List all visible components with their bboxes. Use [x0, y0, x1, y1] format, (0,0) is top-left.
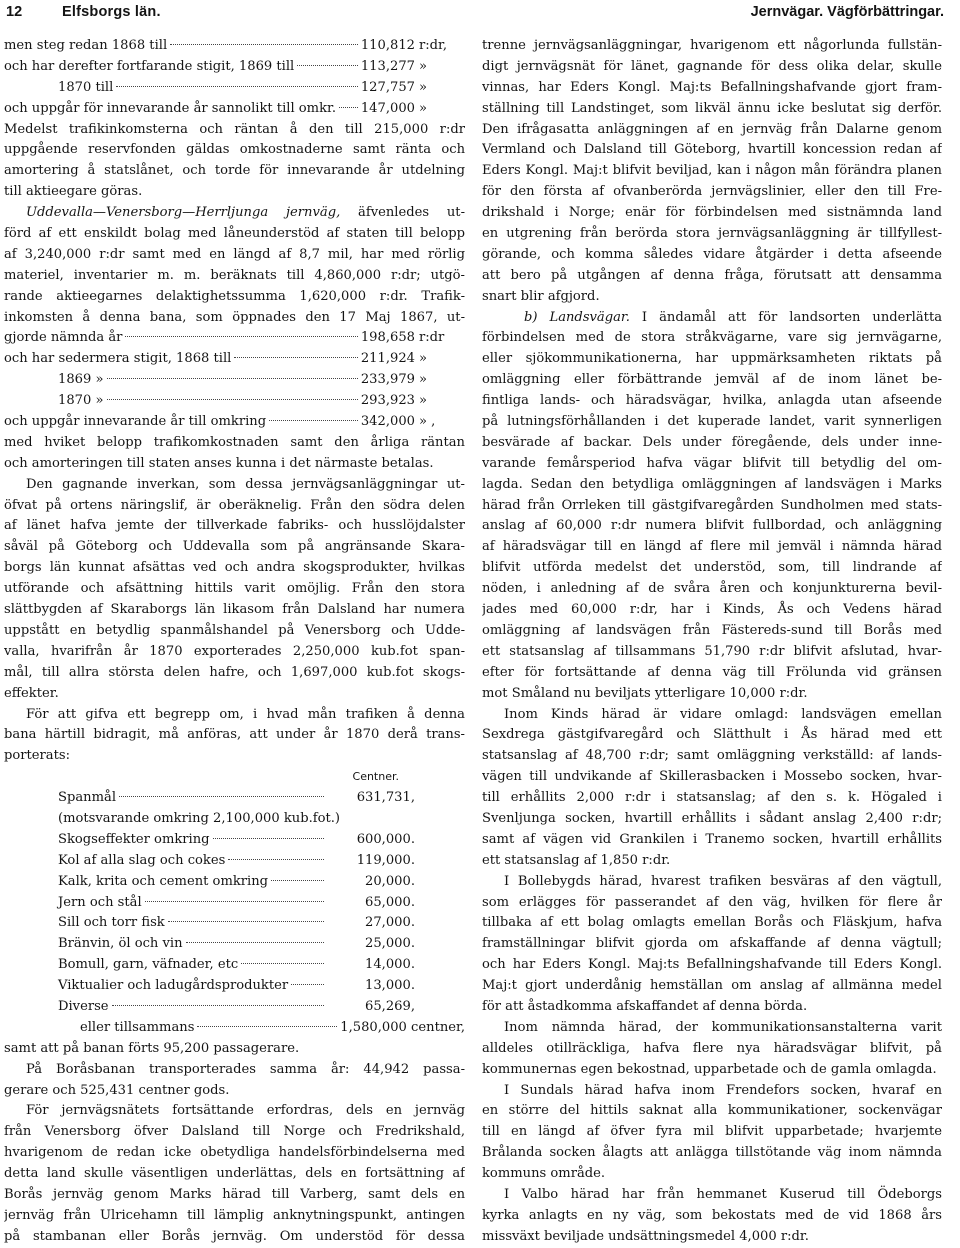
text-line: lagda. Sedan den betydliga omläggningen af landsvägen i Marks: [482, 476, 942, 492]
text-line: kyrka anlagts en ny väg, som bekostats med de vid 1868 års: [482, 1207, 942, 1223]
leader-dots: [112, 1005, 324, 1006]
text-line: förd af ett enskildt bolag med låneunderstöd af staten till belopp: [4, 226, 465, 242]
text-line: För jernvägsnätets fortsättande erfordras, dels en jernväg: [26, 1103, 465, 1119]
text-line: på stambanan eller Borås jernväg. Om understöd för dessa: [4, 1228, 465, 1244]
text-line: statsanslag af 48,700 r:dr; samt omläggning verkställd: af lands-: [482, 748, 942, 764]
row-label: och har sedermera stigit, 1868 till: [4, 351, 232, 367]
text-line: såväl på Göteborg och Uddevalla som på angränsande Skara-: [4, 539, 465, 555]
text-line: snart blir afgjord.: [482, 288, 600, 304]
text-line: nöden, i anledning af de svåra åren och konjunkturerna bevil-: [482, 581, 942, 597]
text-line: I Bollebygds härad, hvarest trafiken besväras af den vägtull,: [504, 873, 942, 889]
leader-dots: [291, 984, 324, 985]
row-unit: » ,: [419, 414, 436, 430]
freight-label: Diverse: [58, 998, 109, 1014]
text-line: besvärade af backar. Dels under föregående, dels under inne-: [482, 434, 942, 450]
running-head-left: Elfsborgs län.: [62, 4, 161, 20]
leader-dots: [107, 378, 358, 379]
freight-label: (motsvarande omkring 2,100,000 kub.fot.): [58, 810, 341, 826]
revenue-row: [4, 349, 465, 370]
freight-row: [4, 788, 465, 809]
text-line: Svenljunga socken, hvartill erhållits i sådant anslag 2,400 r:dr;: [482, 810, 942, 826]
text-line: I Sundals härad hafva inom Frendefors socken, hvaraf en: [504, 1082, 942, 1098]
text-line: vägen till undvikande af Skillerasbacken i Mossebo socken, hvar-: [482, 769, 942, 785]
text-line: fintliga lands- och häradsvägar, hvilka, anlagda utan afseende: [482, 393, 942, 409]
text-line: inkomsten å denna bana, som öppnades den 17 Maj 1867, ut-: [4, 309, 465, 325]
row-unit: »: [419, 58, 428, 74]
revenue-row: [4, 57, 465, 78]
text-line: samt att på banan förts 95,200 passagerare.: [4, 1040, 300, 1056]
text-line: Den gagnande inverkan, som dessa jernvägsanläggningar ut-: [26, 476, 465, 492]
leader-dots: [297, 65, 358, 66]
leader-dots: [197, 1026, 337, 1027]
freight-value: 631,731,: [356, 790, 415, 806]
freight-label: Skogseffekter omkring: [58, 831, 210, 847]
freight-label: Viktualier och ladugårdsprodukter: [58, 978, 289, 994]
text-line: efter för fortsättande af denna väg till Frölunda vid gränsen: [482, 664, 942, 680]
text-line: digt jernvägsnät för länet, gagnande för dess olika delar, skulle: [482, 58, 942, 74]
text-line: för att åstadkomma afskaffandet af denna börda.: [482, 998, 808, 1014]
text-line: ett statsanslag af tillsammans 51,790 r:dr blifvit afslutad, hvar-: [482, 643, 942, 659]
freight-total-label: eller tillsammans: [80, 1019, 195, 1035]
row-value: 211,924: [360, 351, 415, 367]
row-value: 110,812: [360, 38, 415, 53]
text-line: förbindelsen med de stora stråkvägarne, vare sig jernvägarne,: [482, 330, 942, 346]
section-label: b) Landsvägar.: [524, 309, 630, 325]
text-line: en utgrening från berörda stora jernvägsanläggning är tillfyllest-: [482, 226, 942, 242]
text-line: blifvit utförda medelst det understöd, som, till lindrande af: [482, 560, 942, 576]
freight-total-row: [4, 1018, 465, 1039]
text-line: samt af vägen vid Grankilen i Tranemo socken, hvartill erhållits: [482, 831, 942, 847]
text-line: rande aktieegarnes delaktighetssumma 1,620,000 r:dr. Trafik-: [4, 288, 465, 304]
text-line: ställning till Landstinget, som likväl ännu icke beslutat sig derför.: [482, 100, 942, 116]
text-line: amortering å statslånet, och torde för innevarande år utdelning: [4, 163, 465, 179]
text-line: b) Landsvägar. I ändamål att för landsorten underlätta: [524, 309, 942, 325]
text-line: för den första af ofvanberörda jernvägslinier, eller den till Fre-: [482, 184, 942, 200]
text-line: omläggning af landsvägen från Fästereds-sund till Borås med: [482, 622, 942, 638]
freight-row: [4, 913, 465, 934]
text-line: Brålanda socken ålagts att anlägga tillstötande väg inom nämnda: [482, 1145, 942, 1161]
text-line: På Boråsbanan transporterades samma år: 44,942 passa-: [26, 1061, 465, 1077]
freight-row: [4, 872, 465, 893]
leader-dots: [119, 796, 324, 797]
row-unit: »: [419, 351, 428, 367]
freight-row: [4, 955, 465, 976]
text-line: eller sjökommunikationerna, har uppmärksamheten riktats på: [482, 351, 942, 367]
text-line: kommunernas egen bekostnad, upparbetade och de gamla omlagda.: [482, 1061, 937, 1077]
row-label: 1870 »: [58, 393, 104, 409]
text-line: på lutningsförhållanden i det kuperade landet, varit synnerligen: [482, 414, 942, 430]
text-line: Borås jernväg genom Marks härad till Varberg, samt dels en: [4, 1186, 465, 1202]
row-value: 342,000: [360, 414, 415, 430]
freight-value: 27,000.: [365, 915, 415, 931]
leader-dots: [339, 107, 358, 108]
freight-row: [4, 830, 465, 851]
text-line: till erhållits 2,000 r:dr i statsanslag; af den s. k. Högaled i: [482, 790, 942, 806]
text-line: en större del hittils saknat alla kommunikationer, sockenvägar: [482, 1103, 942, 1119]
revenue-row: [4, 370, 465, 391]
text-line: att bero på utgången af denna fråga, förutsatt att densamma: [482, 267, 942, 283]
row-value: 113,277: [360, 58, 415, 74]
text-line: med hviket belopp trafikomkostnaden samt den årliga räntan: [4, 434, 465, 450]
freight-row: [4, 809, 465, 830]
right-column: [482, 36, 942, 1248]
text-line: Inom Kinds härad är vidare omlagd: landsvägen emellan: [504, 706, 942, 722]
row-label: och uppgår för innevarande år sannolikt till omkr.: [4, 100, 337, 116]
freight-label: Spanmål: [58, 790, 117, 806]
leader-dots: [228, 859, 324, 860]
revenue-row: [4, 328, 465, 349]
revenue-row: [4, 99, 465, 120]
freight-label: Kalk, krita och cement omkring: [58, 873, 269, 889]
text-line: görande, och komma således vidare åtgärder i detta afseende: [482, 246, 942, 262]
freight-label: Sill och torr fisk: [58, 915, 165, 931]
text-line: Inom nämnda härad, der kommunikationsanstalterna varit: [504, 1019, 942, 1035]
row-value: 127,757: [360, 79, 415, 95]
text-line: detta land skulle väsentligen underlättas, dels en fortsättning af: [4, 1166, 465, 1182]
text-line: missväxt beviljade undsättningsmedel 4,000 r:dr.: [482, 1228, 809, 1244]
text-line: borgs län kunnat afsättas ved och andra skogsprodukter, hvilkas: [4, 560, 465, 576]
text-line: bana härtill bidragit, må anföras, att under år 1870 derå trans-: [4, 727, 465, 743]
freight-value: 14,000.: [365, 957, 415, 973]
row-label: 1869 »: [58, 372, 104, 388]
row-unit: »: [419, 79, 428, 95]
leader-dots: [145, 901, 324, 902]
text-line: Den ifrågasatta anläggningen af en jernväg från Dalarne genom: [482, 121, 942, 137]
row-value: 233,979: [360, 372, 415, 388]
freight-value: 13,000.: [365, 978, 415, 994]
row-unit: r:dr: [419, 330, 445, 346]
text-line: som erlägges för passerandet af den väg, hvilken för flere år: [482, 894, 942, 910]
freight-total-value: 1,580,000 centner,: [340, 1019, 465, 1035]
text-line: tillbaka af ett bolag omlagts emellan Borås och Fläskjum, hafva: [482, 915, 942, 931]
text-line: öfvat på ortens näringslif, är oberäknelig. Från den södra delen: [4, 497, 465, 513]
text-line: och har Eders Kongl. Maj:ts Befallningshafvande till Eders Kongl.: [482, 957, 942, 973]
text-line: Medelst trafikinkomsterna och räntan å den till 215,000 r:dr: [4, 121, 465, 137]
text-line: För att gifva ett begrepp om, i hvad mån trafiken å denna: [26, 706, 465, 722]
text-line: ett statsanslag af 1,850 r:dr.: [482, 852, 671, 868]
leader-dots: [170, 44, 358, 45]
text-line: från Venersborg öfver Dalsland till Norge och Fredrikshald,: [4, 1124, 465, 1140]
freight-row: [4, 851, 465, 872]
leader-dots: [241, 963, 324, 964]
text-line: härad från Orrleken till gästgifvaregården Sundholmen med stats-: [482, 497, 942, 513]
text-line: mot Småland nu beviljats ytterligare 10,000 r:dr.: [482, 685, 808, 701]
leader-dots: [168, 921, 324, 922]
text-line: valla, hvarifrån år 1870 exporterades 2,250,000 kub.fot span-: [4, 643, 465, 659]
text-line: varande femårsperiod hafva vägar blifvit till betydlig del om-: [482, 455, 942, 471]
row-label: och har derefter fortfarande stigit, 1869 till: [4, 58, 295, 74]
freight-row: [4, 976, 465, 997]
freight-label: Kol af alla slag och cokes: [58, 852, 226, 868]
row-unit: »: [419, 100, 428, 116]
freight-value: 20,000.: [365, 873, 415, 889]
freight-label: Jern och stål: [58, 894, 142, 910]
text-line: gerare och 525,431 centner gods.: [4, 1082, 230, 1098]
text-line: af häradsvägar till en längd af flere mil jemväl i nämnda härad: [482, 539, 942, 555]
freight-value: 65,000.: [365, 894, 415, 910]
text-line: jernväg från Ulricehamn till lämplig anknytningspunkt, antingen: [4, 1207, 465, 1223]
railway-name: Uddevalla—Venersborg—Herrljunga jernväg,: [26, 205, 341, 221]
freight-label: Bomull, garn, väfnader, etc: [58, 957, 239, 973]
left-column: [4, 36, 465, 1248]
text-line: Maj:t gjort underdånig hemställan om anslag af allmänna medel: [482, 978, 942, 994]
text-line: Eders Kongl. Maj:t blifvit beviljad, kan i någon mån förändra planen: [482, 163, 942, 179]
text-line: uppstått en betydlig spanmålshandel på Venersborg och Udde-: [4, 622, 465, 638]
freight-value: 25,000.: [365, 936, 415, 952]
revenue-row: [4, 36, 465, 57]
text-line: vinnas, har Eders Kongl. Maj:ts Befallningshafvande gjort fram-: [482, 79, 942, 95]
text-line: af länet hafva jemte der tillverkade fabriks- och husslöjdalster: [4, 518, 465, 534]
leader-dots: [186, 942, 324, 943]
text-line: hvarigenom de redan icke obetydliga handelsförbindelserna med: [4, 1145, 465, 1161]
revenue-row: [4, 412, 465, 433]
row-value: 147,000: [360, 100, 415, 116]
text-line: I Valbo härad har från hemmanet Kuserud till Ödeborgs: [504, 1186, 942, 1202]
text-line: effekter.: [4, 685, 59, 701]
freight-row: [4, 997, 465, 1018]
text-line: slättbygden af Skaraborgs län likasom från Dalsland har numera: [4, 602, 465, 618]
text-line: utförande och afsättning hittils varit omöjlig. Från den stora: [4, 581, 465, 597]
leader-dots: [116, 86, 358, 87]
text-line: trenne jernvägsanläggningar, hvarigenom ett någorlunda fullstän-: [482, 38, 942, 53]
text-line: drikshald i Norge; enär för förbindelsen med sistnämnda land: [482, 205, 942, 221]
freight-label: Bränvin, öl och vin: [58, 936, 183, 952]
text-line: uppgående reservfonden gäldas omkostnaderne samt ränta och: [4, 142, 465, 158]
row-unit: r:dr,: [419, 38, 448, 53]
text-line: porterats:: [4, 748, 70, 764]
text-line: af 3,240,000 r:dr samt med en längd af 8,7 mil, har med rörlig: [4, 246, 465, 262]
text-line: anslag af 60,000 r:dr numera blifvit fullbordad, och anläggning: [482, 518, 942, 534]
row-label: och uppgår innevarande år till omkring: [4, 414, 267, 430]
text-line: framställningar blifvit gjorda om afskaffande af denna vägtull;: [482, 936, 942, 952]
text-line: till en längd af öfver fyra mil blifvit upparbetade; hvarjemte: [482, 1124, 942, 1140]
leader-dots: [234, 357, 357, 358]
leader-dots: [107, 399, 358, 400]
running-head-right: Jernvägar. Vägförbättringar.: [750, 4, 944, 20]
page-number: 12: [6, 4, 23, 20]
row-unit: »: [419, 393, 428, 409]
freight-row: [4, 893, 465, 914]
text-line: kommuns område.: [482, 1166, 606, 1182]
text-line: och amorteringen till staten anses kunna i det närmaste betalas.: [4, 455, 434, 471]
row-label: 1870 till: [58, 79, 114, 95]
leader-dots: [213, 838, 324, 839]
text-line: Uddevalla—Venersborg—Herrljunga jernväg, äfvenledes ut-: [26, 205, 465, 221]
leader-dots: [269, 420, 358, 421]
freight-value: 600,000.: [356, 831, 415, 847]
text-line: jades med 60,000 r:dr, har i Kinds, Ås och Vedens härad: [482, 602, 942, 618]
freight-value: 119,000.: [356, 852, 415, 868]
leader-dots: [271, 880, 324, 881]
leader-dots: [125, 336, 357, 337]
text-line: mål, till allra största delen hafre, och 1,697,000 kub.fot skogs-: [4, 664, 465, 680]
text-line: alldeles otillräckliga, hafva flere nya häradsvägar blifvit, på: [482, 1040, 942, 1056]
revenue-row: [4, 78, 465, 99]
text-line: Vermland och Dalsland till Göteborg, hvartill koncession redan af: [482, 142, 942, 158]
revenue-row: [4, 391, 465, 412]
text-line: till aktieegare göras.: [4, 184, 143, 200]
text-line: omläggning eller förbättrande jemväl af de inom länet be-: [482, 372, 942, 388]
row-value: 293,923: [360, 393, 415, 409]
row-value: 198,658: [360, 330, 415, 346]
freight-value: 65,269,: [365, 998, 415, 1014]
row-label: gjorde nämnda år: [4, 330, 123, 346]
row-label: men steg redan 1868 till: [4, 38, 168, 53]
text-line: materiel, inventarier m. m. beräknats till 4,860,000 r:dr; utgö-: [4, 267, 465, 283]
row-unit: »: [419, 372, 428, 388]
table-unit-header: Centner.: [352, 770, 399, 784]
freight-row: [4, 934, 465, 955]
text-line: Sexdrega gästgifvaregård och Slätthult i Ås härad med ett: [482, 727, 942, 743]
